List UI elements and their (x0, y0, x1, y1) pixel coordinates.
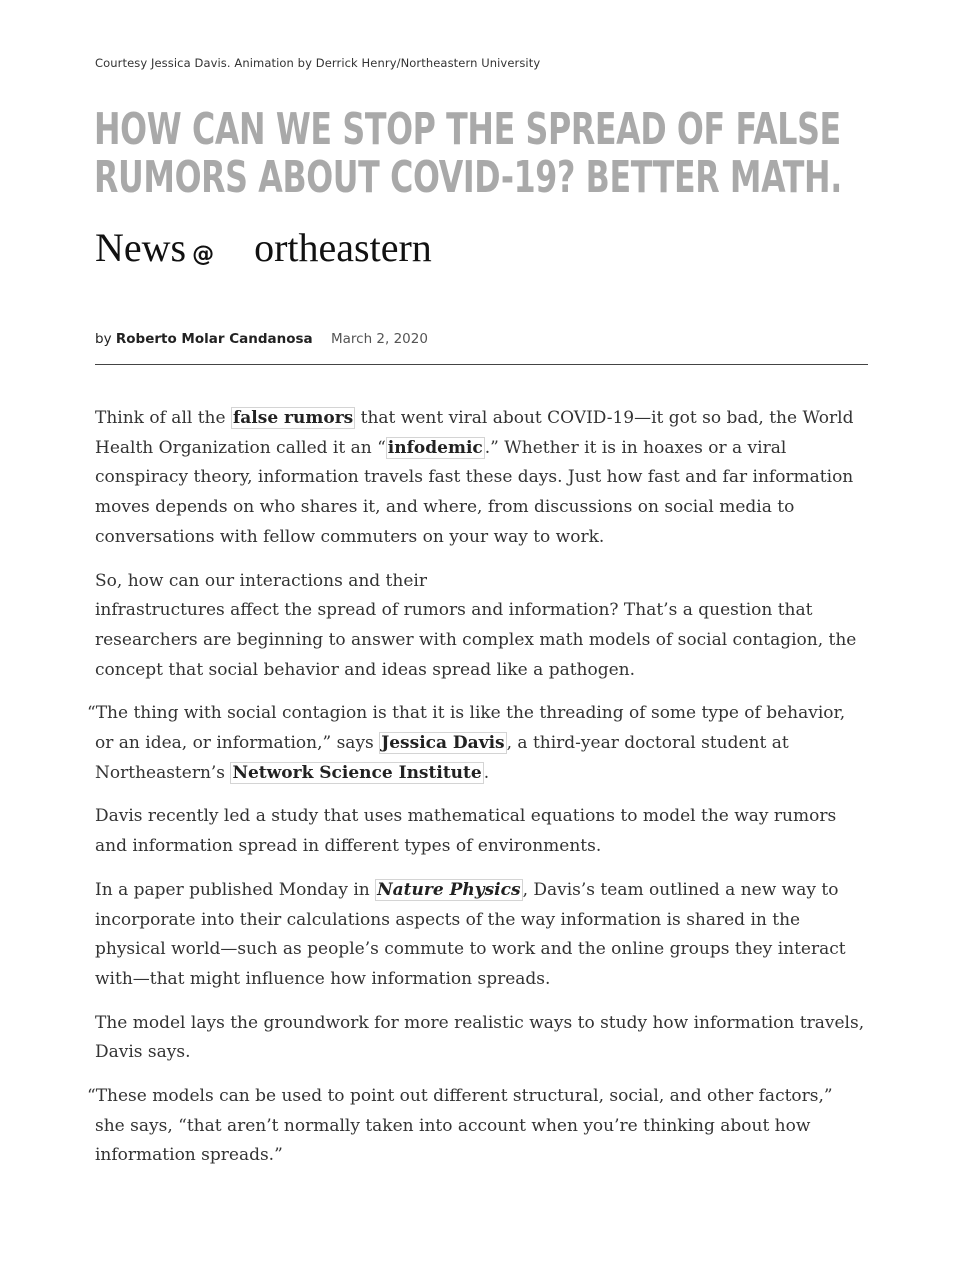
paragraph-5 (95, 876, 867, 995)
text: Think of all the (95, 408, 231, 428)
text: So, how can our interactions and their (95, 570, 427, 591)
paragraph-7 (87, 1082, 867, 1171)
divider (95, 364, 868, 365)
text: .” Whether it is in hoaxes or a viral conspiracy theory, information travels fast these days. Just how fast and far information moves depends on who shares it, and where, from discussions on social media to conversations with fellow commuters on your way to work. (95, 437, 854, 547)
text: These models can be used to point out different structural, social, and other factors,” she says, “that aren’t normally taken into account when you’re thinking about how information spreads.” (95, 1086, 833, 1166)
author-link[interactable]: Roberto Molar Candanosa (115, 331, 313, 347)
text: , Davis’s team outlined a new way to incorporate into their calculations aspects of the way information is shared in the physical world—such as people’s commute to work and the online groups they interact with—that might influence how information spreads. (95, 879, 846, 989)
headline (94, 104, 842, 203)
link-infodemic[interactable]: infodemic (387, 437, 483, 458)
text: . (483, 762, 490, 783)
link-false-rumors[interactable]: false rumors (232, 408, 354, 428)
byline-prefix: by (95, 331, 112, 347)
link-jessica-davis[interactable]: Jessica Davis (381, 733, 505, 754)
link-nature-physics[interactable]: Nature Physics (377, 879, 521, 900)
site-logo[interactable] (95, 224, 432, 279)
paragraph-4: Davis recently led a study that uses mathematical equations to model the way rumors and information spread in different types of environments. (95, 806, 837, 857)
publish-date: March 2, 2020 (330, 331, 428, 347)
link-network-science-institute[interactable]: Network Science Institute (232, 762, 482, 783)
logo-news: News (95, 225, 187, 270)
open-quote: “ (87, 1086, 96, 1107)
text: The thing with social contagion is that it is like the threading of some type of behavior, or an idea, or information,” says (95, 703, 846, 754)
paragraph-1 (95, 404, 867, 553)
text: that went viral about COVID-19—it got so bad, the World Health Organization called it an “ (95, 408, 854, 458)
image-credit: Courtesy Jessica Davis. Animation by Derrick Henry/Northeastern University (95, 56, 541, 70)
open-quote: “ (87, 703, 96, 724)
text: , a third-year doctoral student at Northeastern’s (95, 733, 789, 783)
headline-line-2: RUMORS ABOUT COVID-19? BETTER MATH. (94, 152, 842, 203)
text: In a paper published Monday in (95, 879, 376, 900)
article-body (87, 404, 867, 1185)
paragraph-3 (87, 699, 867, 788)
paragraph-2 (95, 567, 867, 686)
logo-at: @ (192, 242, 215, 267)
logo-northeastern: ortheastern (254, 225, 432, 270)
paragraph-6: The model lays the groundwork for more realistic ways to study how information travels, Davis says. (95, 1012, 865, 1063)
byline (95, 331, 428, 347)
headline-line-1: HOW CAN WE STOP THE SPREAD OF FALSE (94, 104, 841, 155)
text: infrastructures affect the spread of rumors and information? That’s a question that researchers are beginning to answer with complex math models of social contagion, the concept that social behavior and ideas spread like a pathogen. (95, 600, 857, 680)
